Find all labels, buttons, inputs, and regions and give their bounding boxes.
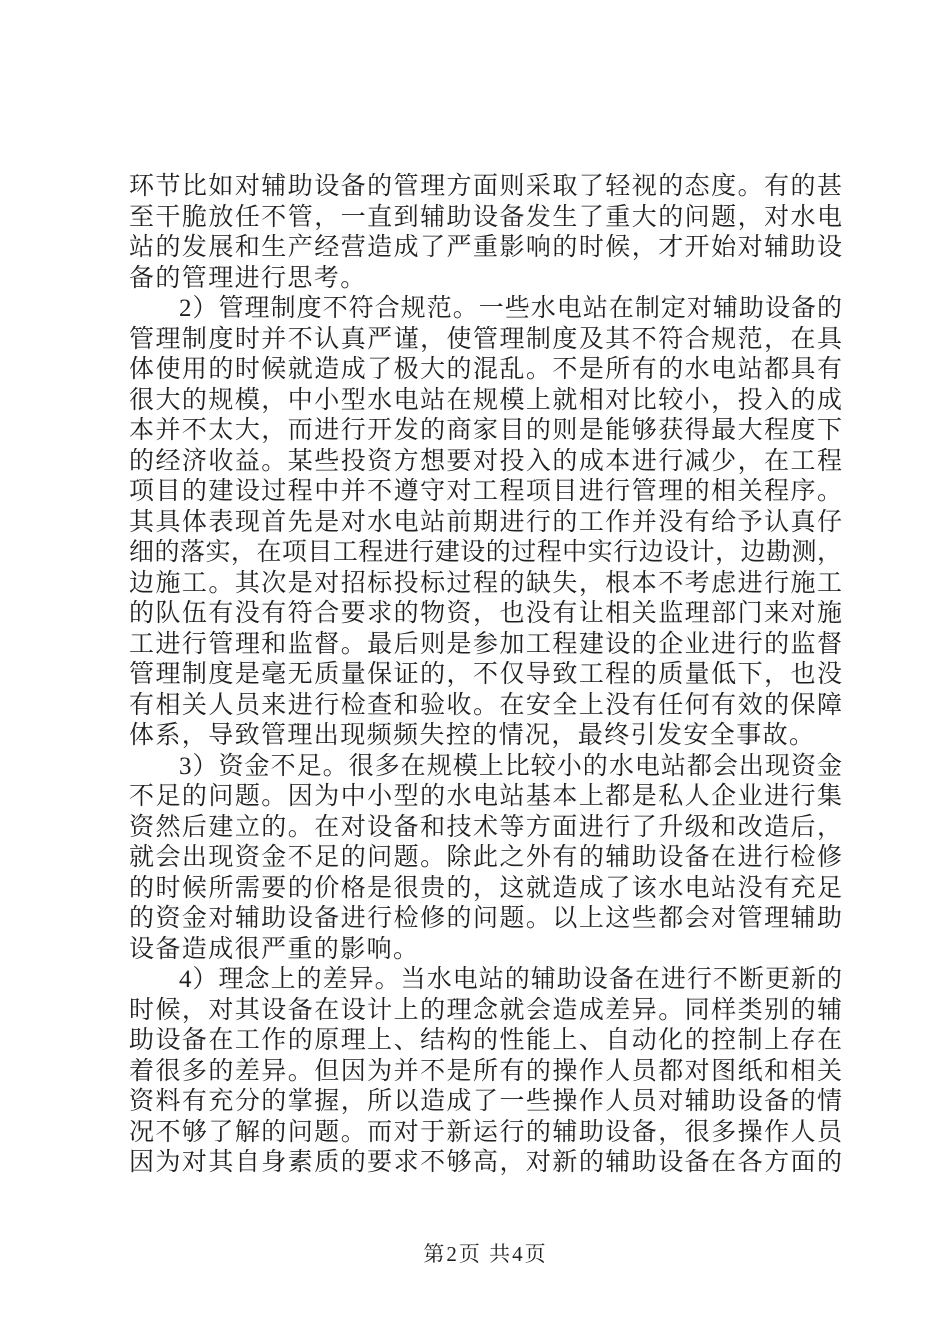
text-line: 的队伍有没有符合要求的物资，也没有让相关监理部门来对施 bbox=[129, 600, 842, 627]
text-line: 本并不太大，而进行开发的商家目的则是能够获得最大程度下 bbox=[129, 417, 842, 444]
text-line: 因为对其自身素质的要求不够高，对新的辅助设备在各方面的 bbox=[129, 1149, 842, 1176]
text-line: 体系，导致管理出现频频失控的情况，最终引发安全事故。 bbox=[129, 722, 816, 749]
text-line: 很大的规模，中小型水电站在规模上就相对比较小，投入的成 bbox=[129, 386, 842, 414]
paragraph-continuation bbox=[129, 172, 842, 294]
text-line: 的资金对辅助设备进行检修的问题。以上这些都会对管理辅助 bbox=[129, 905, 842, 932]
text-line: 助设备在工作的原理上、结构的性能上、自动化的控制上存在 bbox=[129, 1027, 842, 1054]
text-line: 工进行管理和监督。最后则是参加工程建设的企业进行的监督 bbox=[129, 630, 842, 658]
page-body-text bbox=[129, 172, 842, 1179]
text-line: 4）理念上的差异。当水电站的辅助设备在进行不断更新的 bbox=[179, 966, 842, 993]
text-line: 项目的建设过程中并不遵守对工程项目进行管理的相关程序。 bbox=[129, 478, 842, 505]
text-line: 不足的问题。因为中小型的水电站基本上都是私人企业进行集 bbox=[129, 783, 842, 810]
text-line: 管理制度时并不认真严谨，使管理制度及其不符合规范，在具 bbox=[129, 325, 842, 353]
text-line: 的经济收益。某些投资方想要对投入的成本进行减少，在工程 bbox=[129, 447, 842, 475]
text-line: 环节比如对辅助设备的管理方面则采取了轻视的态度。有的甚 bbox=[129, 173, 842, 200]
text-line: 其具体表现首先是对水电站前期进行的工作并没有给予认真仔 bbox=[129, 508, 842, 536]
text-line: 资然后建立的。在对设备和技术等方面进行了升级和改造后， bbox=[129, 813, 842, 841]
text-line: 体使用的时候就造成了极大的混乱。不是所有的水电站都具有 bbox=[129, 356, 842, 383]
paragraph-2-management-rules bbox=[129, 294, 842, 752]
text-line: 备的管理进行思考。 bbox=[129, 264, 367, 292]
paragraph-3-insufficient-funds bbox=[129, 752, 842, 966]
text-line: 站的发展和生产经营造成了严重影响的时候，才开始对辅助设 bbox=[129, 234, 842, 261]
text-line: 就会出现资金不足的问题。除此之外有的辅助设备在进行检修 bbox=[129, 844, 842, 871]
page-number-label: 第2页 共4页 bbox=[423, 1242, 548, 1266]
text-line: 细的落实，在项目工程进行建设的过程中实行边设计，边勘测， bbox=[129, 539, 842, 566]
text-line: 管理制度是毫无质量保证的，不仅导致工程的质量低下，也没 bbox=[129, 661, 842, 688]
text-line: 的时候所需要的价格是很贵的，这就造成了该水电站没有充足 bbox=[129, 874, 842, 902]
text-line: 边施工。其次是对招标投标过程的缺失，根本不考虑进行施工 bbox=[129, 569, 842, 597]
text-line: 资料有充分的掌握，所以造成了一些操作人员对辅助设备的情 bbox=[129, 1088, 842, 1115]
text-line: 时候，对其设备在设计上的理念就会造成差异。同样类别的辅 bbox=[129, 996, 842, 1024]
text-line: 况不够了解的问题。而对于新运行的辅助设备，很多操作人员 bbox=[129, 1118, 842, 1146]
text-line: 设备造成很严重的影响。 bbox=[129, 935, 420, 963]
text-line: 有相关人员来进行检查和验收。在安全上没有任何有效的保障 bbox=[129, 691, 842, 719]
text-line: 至干脆放任不管，一直到辅助设备发生了重大的问题，对水电 bbox=[129, 203, 842, 231]
paragraph-4-concept-differences bbox=[129, 965, 842, 1179]
page-footer bbox=[129, 1238, 842, 1268]
text-line: 3）资金不足。很多在规模上比较小的水电站都会出现资金 bbox=[179, 752, 842, 780]
text-line: 着很多的差异。但因为并不是所有的操作人员都对图纸和相关 bbox=[129, 1057, 842, 1085]
text-line: 2）管理制度不符合规范。一些水电站在制定对辅助设备的 bbox=[179, 295, 842, 322]
